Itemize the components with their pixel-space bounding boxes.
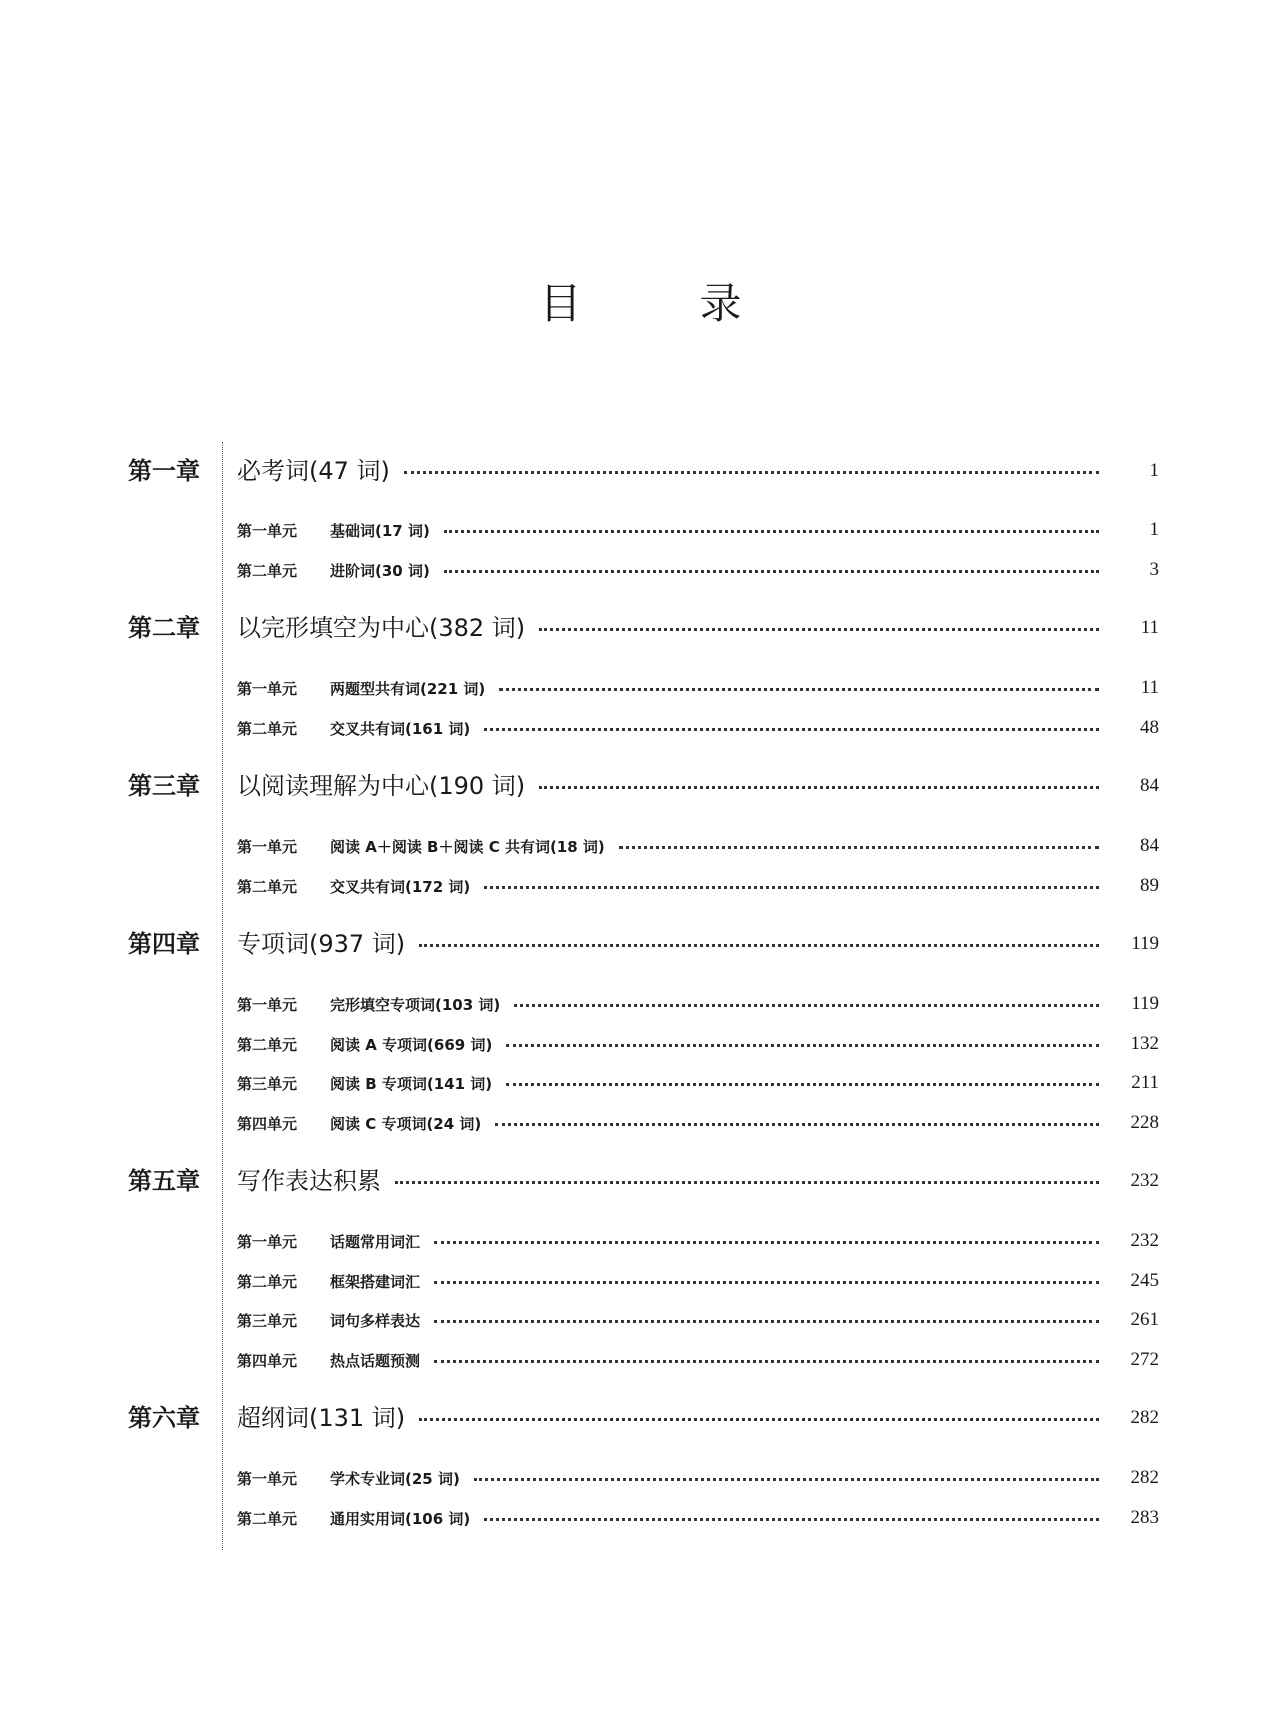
chapter-entry[interactable]: [237, 1166, 1159, 1196]
chapter-page-number: 232: [1130, 1170, 1159, 1191]
section-unit-label: 第一单元: [237, 521, 298, 540]
chapter-title: 必考词(47 词): [237, 457, 390, 485]
chapter-entry[interactable]: [237, 1403, 1159, 1433]
chapter-page-number: 282: [1130, 1407, 1159, 1428]
chapter-page-number: 84: [1140, 775, 1159, 796]
section-title: 阅读 A 专项词(669 词): [330, 1035, 493, 1054]
section-page-number: 84: [1140, 835, 1159, 856]
dot-leader: [434, 1241, 1099, 1244]
chapter-label: 第二章: [128, 614, 200, 642]
section-page-number: 11: [1140, 677, 1159, 698]
dot-leader: [495, 1123, 1099, 1126]
section-title: 交叉共有词(172 词): [330, 877, 471, 896]
chapter-label: 第四章: [128, 930, 200, 958]
section-entry[interactable]: [237, 1269, 1159, 1293]
dot-leader: [499, 688, 1099, 691]
chapter-title: 专项词(937 词): [237, 930, 406, 958]
dot-leader: [514, 1004, 1099, 1007]
section-unit-label: 第二单元: [237, 877, 298, 896]
section-page-number: 48: [1140, 717, 1159, 738]
section-page-number: 272: [1130, 1349, 1159, 1370]
section-title: 进阶词(30 词): [330, 561, 430, 580]
dot-leader: [434, 1281, 1099, 1284]
section-unit-label: 第三单元: [237, 1074, 298, 1093]
section-entry[interactable]: [237, 1032, 1159, 1056]
dot-leader: [484, 886, 1099, 889]
chapter-entry[interactable]: [237, 613, 1159, 643]
chapter-label: 第一章: [128, 457, 200, 485]
dot-leader: [484, 728, 1099, 731]
chapter-page-number: 119: [1131, 933, 1159, 954]
chapter-label: 第五章: [128, 1167, 200, 1195]
section-unit-label: 第一单元: [237, 679, 298, 698]
section-entry[interactable]: [237, 676, 1159, 700]
section-unit-label: 第一单元: [237, 1232, 298, 1251]
section-page-number: 261: [1130, 1309, 1159, 1330]
section-unit-label: 第二单元: [237, 719, 298, 738]
section-entry[interactable]: [237, 834, 1159, 858]
section-entry[interactable]: [237, 1348, 1159, 1372]
chapter-title: 超纲词(131 词): [237, 1404, 406, 1432]
chapter-title: 以阅读理解为中心(190 词): [237, 772, 526, 800]
section-title: 完形填空专项词(103 词): [330, 995, 501, 1014]
section-page-number: 245: [1130, 1270, 1159, 1291]
section-unit-label: 第四单元: [237, 1114, 298, 1133]
dot-leader: [404, 471, 1099, 474]
chapter-page-number: 11: [1140, 617, 1159, 638]
section-page-number: 119: [1131, 993, 1159, 1014]
section-title: 交叉共有词(161 词): [330, 719, 471, 738]
chapter-label: 第三章: [128, 772, 200, 800]
section-title: 学术专业词(25 词): [330, 1469, 460, 1488]
section-page-number: 283: [1130, 1507, 1159, 1528]
section-title: 阅读 A＋阅读 B＋阅读 C 共有词(18 词): [330, 837, 605, 856]
section-page-number: 132: [1130, 1033, 1159, 1054]
chapter-page-number: 1: [1149, 460, 1159, 481]
section-unit-label: 第一单元: [237, 837, 298, 856]
section-unit-label: 第三单元: [237, 1311, 298, 1330]
section-title: 通用实用词(106 词): [330, 1509, 471, 1528]
section-title: 基础词(17 词): [330, 521, 430, 540]
section-title: 阅读 C 专项词(24 词): [330, 1114, 482, 1133]
chapter-label: 第六章: [128, 1404, 200, 1432]
section-unit-label: 第二单元: [237, 1035, 298, 1054]
dot-leader: [419, 944, 1099, 947]
section-title: 话题常用词汇: [330, 1232, 421, 1251]
section-title: 框架搭建词汇: [330, 1272, 421, 1291]
dot-leader: [506, 1083, 1099, 1086]
section-unit-label: 第二单元: [237, 1509, 298, 1528]
section-entry[interactable]: [237, 518, 1159, 542]
chapter-title: 写作表达积累: [237, 1167, 381, 1195]
section-page-number: 3: [1149, 559, 1159, 580]
section-page-number: 211: [1131, 1072, 1159, 1093]
chapter-entry[interactable]: [237, 456, 1159, 486]
section-entry[interactable]: [237, 1308, 1159, 1332]
section-entry[interactable]: [237, 874, 1159, 898]
section-title: 热点话题预测: [330, 1351, 421, 1370]
page-title: 目 录: [539, 279, 780, 328]
dot-leader: [539, 786, 1099, 789]
chapter-entry[interactable]: [237, 929, 1159, 959]
chapter-entry[interactable]: [237, 771, 1159, 801]
section-title: 两题型共有词(221 词): [330, 679, 486, 698]
section-entry[interactable]: [237, 1071, 1159, 1095]
dot-leader: [484, 1518, 1099, 1521]
dot-leader: [434, 1320, 1099, 1323]
section-page-number: 282: [1130, 1467, 1159, 1488]
section-title: 词句多样表达: [330, 1311, 421, 1330]
dot-leader: [444, 530, 1099, 533]
dot-leader: [539, 628, 1099, 631]
section-unit-label: 第四单元: [237, 1351, 298, 1370]
dot-leader: [434, 1360, 1099, 1363]
section-entry[interactable]: [237, 1466, 1159, 1490]
section-page-number: 89: [1140, 875, 1159, 896]
dot-leader: [419, 1418, 1099, 1421]
section-unit-label: 第二单元: [237, 561, 298, 580]
section-unit-label: 第二单元: [237, 1272, 298, 1291]
dot-leader: [395, 1181, 1099, 1184]
section-page-number: 228: [1130, 1112, 1159, 1133]
section-entry[interactable]: [237, 716, 1159, 740]
section-page-number: 1: [1149, 519, 1159, 540]
section-unit-label: 第一单元: [237, 1469, 298, 1488]
section-entry[interactable]: [237, 992, 1159, 1016]
dot-leader: [506, 1044, 1099, 1047]
dot-leader: [444, 570, 1099, 573]
section-entry[interactable]: [237, 558, 1159, 582]
section-entry[interactable]: [237, 1229, 1159, 1253]
section-title: 阅读 B 专项词(141 词): [330, 1074, 493, 1093]
dot-leader: [619, 846, 1099, 849]
section-unit-label: 第一单元: [237, 995, 298, 1014]
section-entry[interactable]: [237, 1506, 1159, 1530]
section-page-number: 232: [1130, 1230, 1159, 1251]
section-entry[interactable]: [237, 1111, 1159, 1135]
dot-leader: [474, 1478, 1099, 1481]
chapter-title: 以完形填空为中心(382 词): [237, 614, 526, 642]
